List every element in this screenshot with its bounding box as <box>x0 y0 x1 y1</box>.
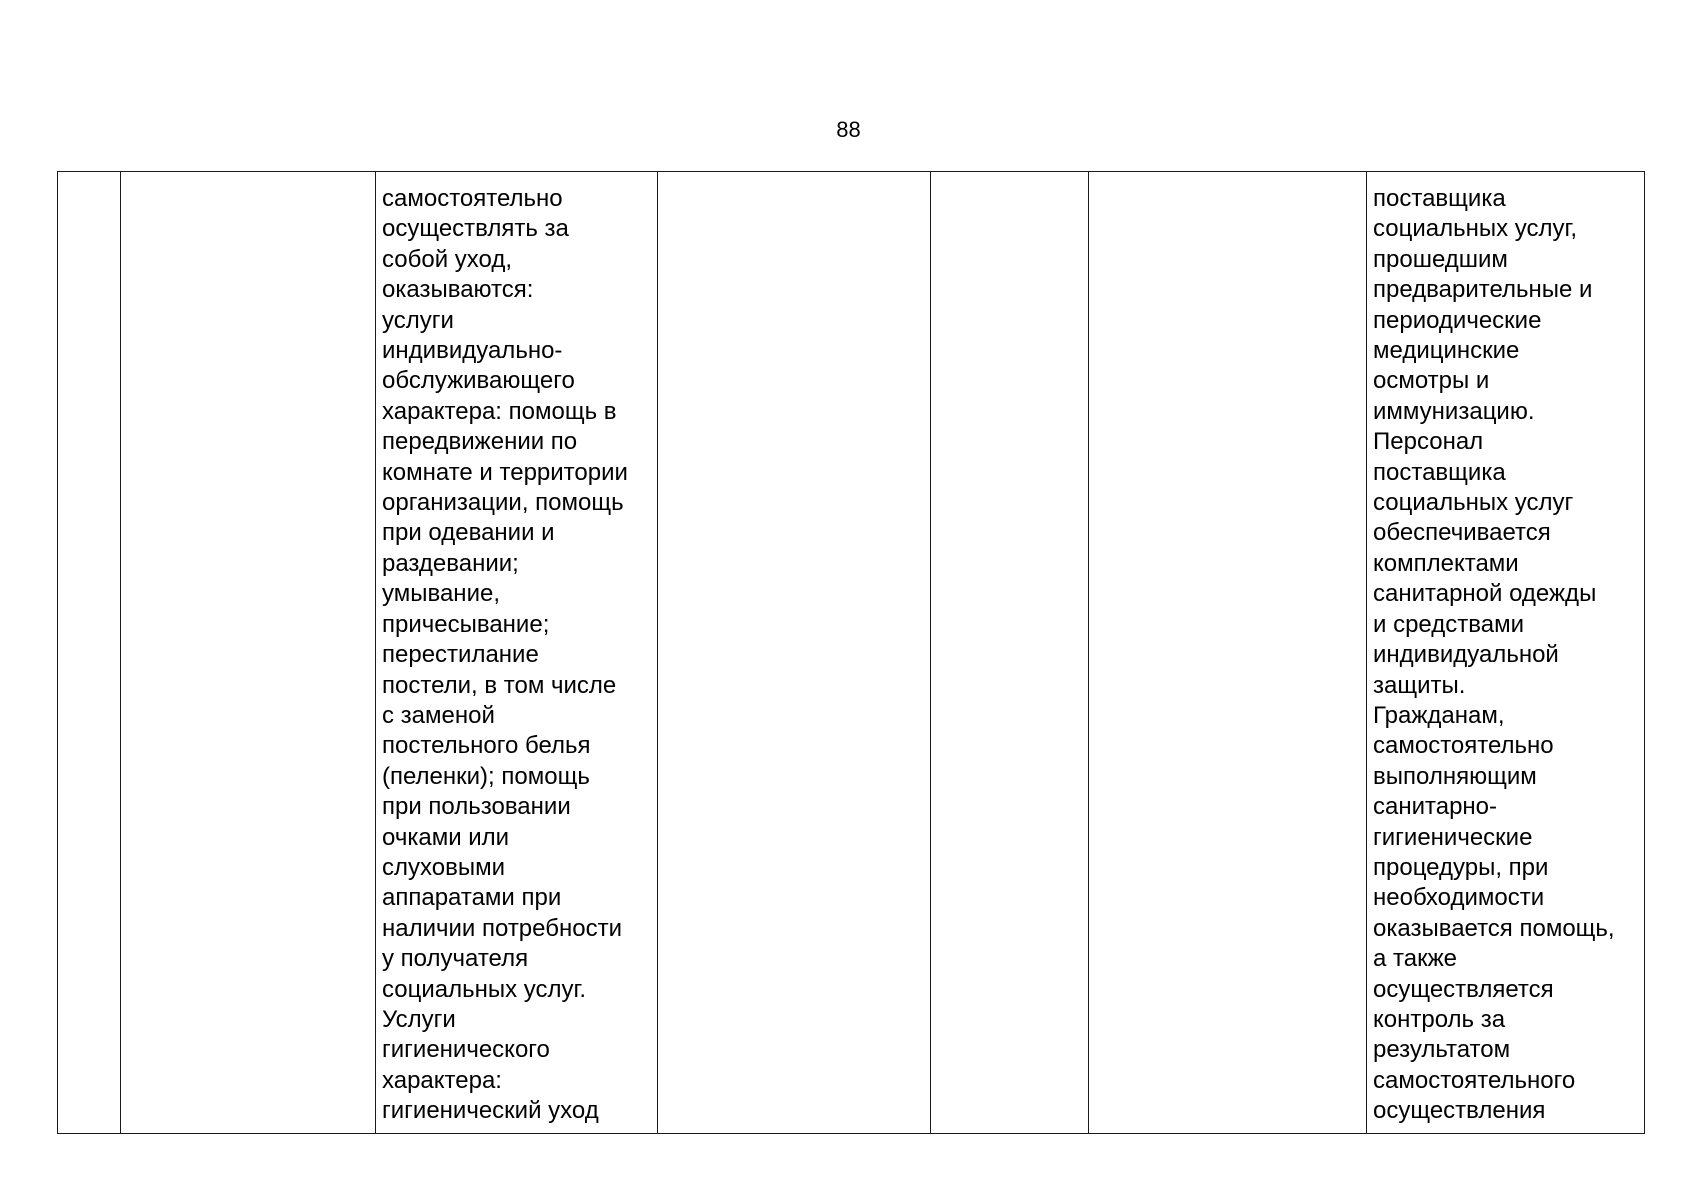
table-row <box>58 172 1645 1134</box>
table-cell-col1 <box>58 172 121 1134</box>
table-cell-col6 <box>1089 172 1367 1134</box>
services-table <box>57 171 1645 1134</box>
table-cell-col5 <box>931 172 1089 1134</box>
page-number: 88 <box>836 117 861 142</box>
service-description-text: самостоятельно осуществлять за собой уход, оказываются: услуги индивидуально- обслуживающего характера: помощь в передвижении по комнате и территории организации, помощь при одевании и раздевании; умывание, причесывание; перестилание постели, в том числе с заменой постельного белья (пеленки); помощь при пользовании очками или слуховыми аппаратами при наличии потребности у получателя социальных услуг. Услуги гигиенического характера: гигиенический уход <box>382 185 628 1125</box>
conditions-text: поставщика социальных услуг, прошедшим предварительные и периодические медицинские осмотры и иммунизацию. Персонал поставщика социальных услуг обеспечивается комплектами санитарной одежды и средствами индивидуальной защиты. Гражданам, самостоятельно выполняющим санитарно- гигиенические процедуры, при необходимости оказывается помощь, а также осуществляется контроль за результатом самостоятельного осуществления <box>1373 185 1615 1125</box>
table-cell-col2 <box>121 172 376 1134</box>
table-cell-service-description <box>376 172 658 1134</box>
table-cell-col4 <box>658 172 931 1134</box>
table-cell-conditions <box>1367 172 1645 1134</box>
